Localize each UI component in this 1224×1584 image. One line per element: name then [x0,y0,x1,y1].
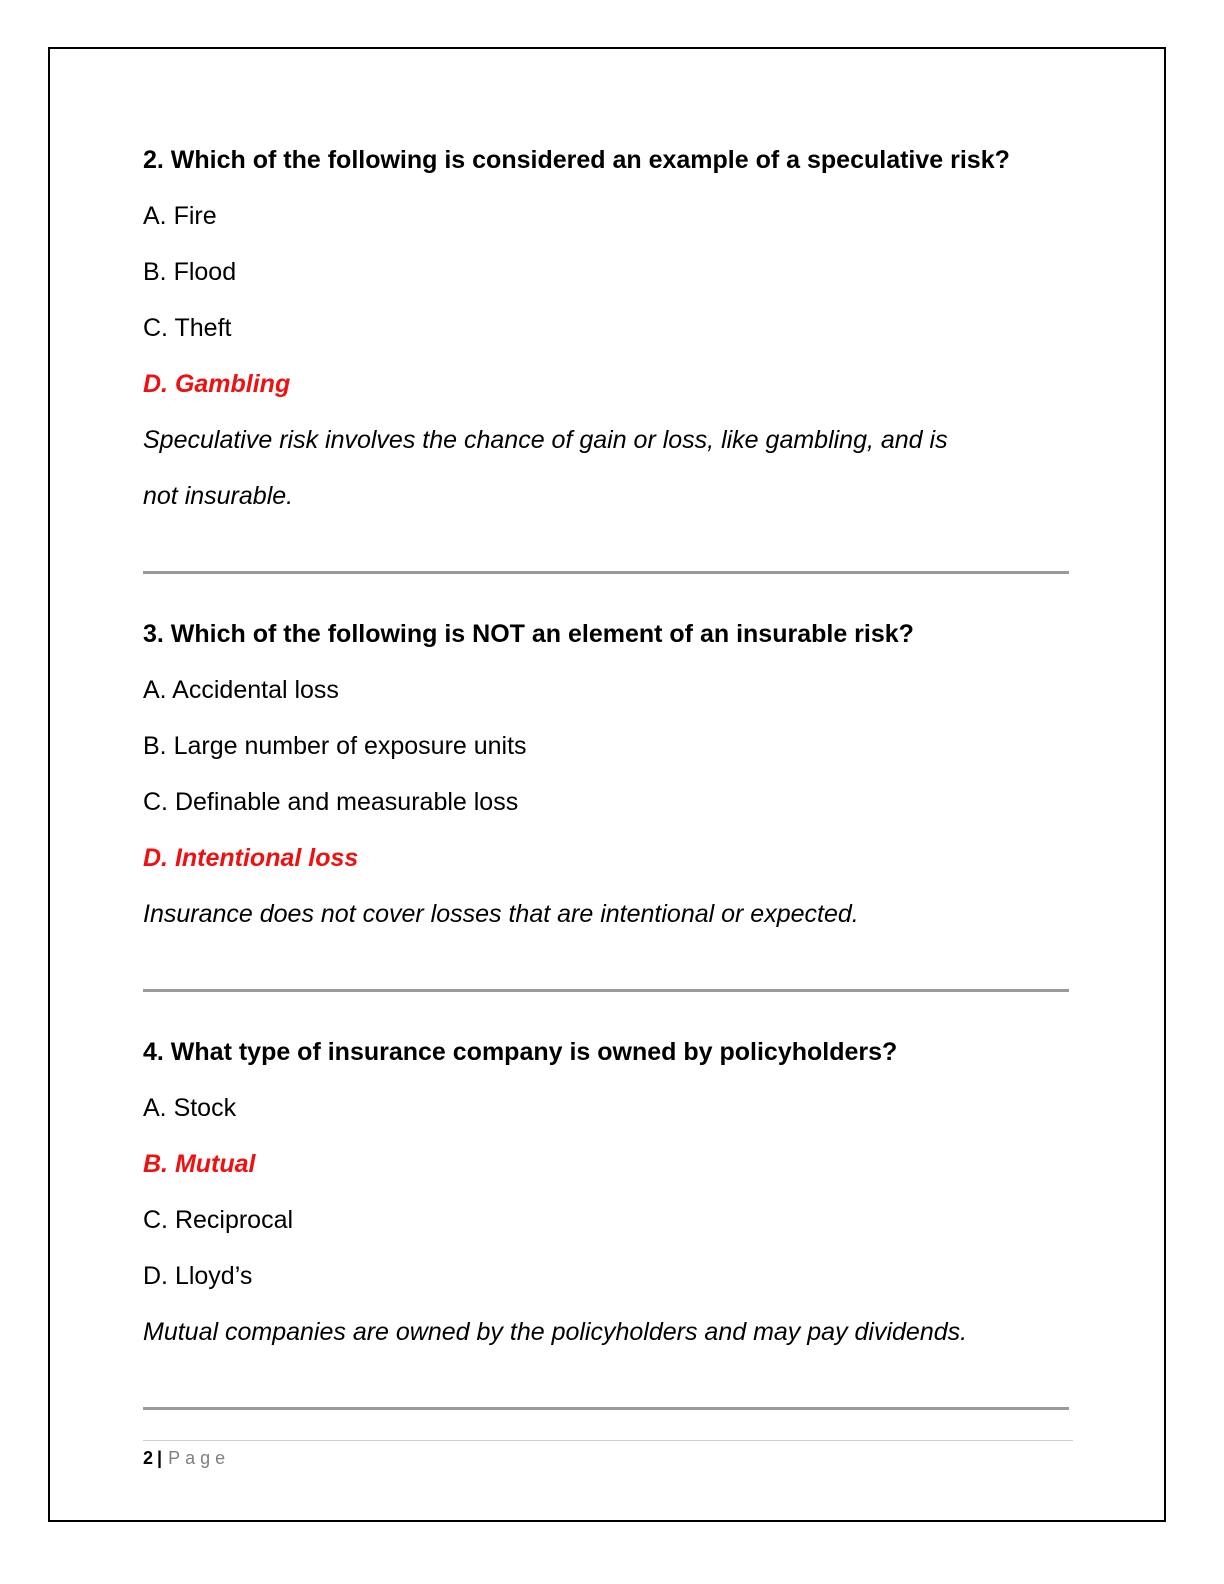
correct-answer-option: B. Mutual [143,1150,256,1178]
footer-rule [143,1440,1073,1441]
question-text: 4. What type of insurance company is owned by policyholders? [143,1038,898,1066]
question-text: 2. Which of the following is considered an example of a speculative risk? [143,146,1010,174]
section-divider [143,1407,1069,1410]
page-content [143,140,1073,1410]
answer-option: A. Fire [143,202,217,230]
answer-option: C. Theft [143,314,232,342]
question-text: 3. Which of the following is NOT an element of an insurable risk? [143,620,914,648]
explanation-line: Mutual companies are owned by the policyholders and may pay dividends. [143,1318,968,1346]
answer-option: A. Stock [143,1094,237,1122]
answer-option: D. Lloyd’s [143,1262,253,1290]
page-footer [143,1446,230,1470]
page-label: Page [168,1448,231,1468]
explanation-line: Insurance does not cover losses that are intentional or expected. [143,900,859,928]
correct-answer-option: D. Intentional loss [143,844,359,872]
correct-answer-option: D. Gambling [143,370,291,398]
answer-option: A. Accidental loss [143,676,339,704]
explanation-line: not insurable. [143,482,294,510]
question-block [143,1032,1073,1360]
answer-explanation [143,886,1073,942]
answer-explanation [143,1304,1073,1360]
page-number: 2 [143,1448,154,1468]
question-block [143,140,1073,524]
section-divider [143,571,1069,574]
answer-option: C. Definable and measurable loss [143,788,519,816]
question-block [143,614,1073,942]
answer-option: C. Reciprocal [143,1206,294,1234]
answer-option: B. Flood [143,258,237,286]
explanation-line: Speculative risk involves the chance of gain or loss, like gambling, and is [143,426,948,454]
answer-explanation [143,412,1073,524]
footer-separator: | [157,1448,163,1468]
section-divider [143,989,1069,992]
answer-option: B. Large number of exposure units [143,732,527,760]
